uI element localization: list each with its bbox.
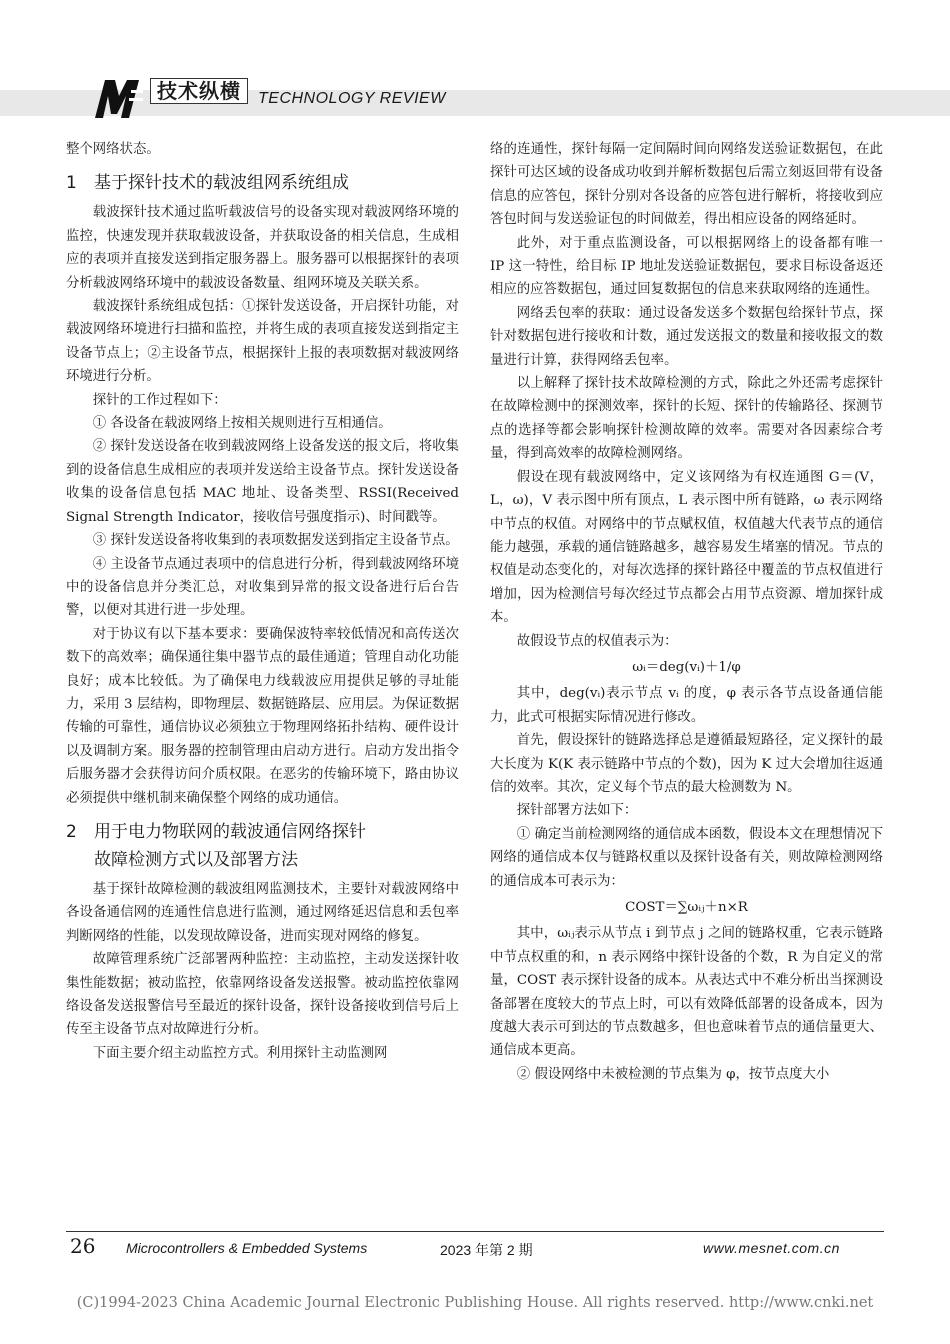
paragraph: 以上解释了探针技术故障检测的方式，除此之外还需考虑探针在故障检测中的探测效率，探针的长短、探针的传输路径、探测节点的选择等都会影响探针检测故障的效率。需要对各因素综合考量，得到高效率的故障检测网络。: [490, 376, 883, 462]
paragraph: 载波探针系统组成包括：①探针发送设备，开启探针功能，对载波网络环境进行扫描和监控，并将生成的表项直接发送到指定主设备节点上；②主设备节点，根据探针上报的表项数据对载波网络环境进行分析。: [66, 299, 459, 385]
journal-name: Microcontrollers & Embedded Systems: [126, 1240, 368, 1256]
paragraph: 下面主要介绍主动监控方式。利用探针主动监测网: [92, 1045, 388, 1061]
paragraph: 此外，对于重点监测设备，可以根据网络上的设备都有唯一 IP 这一特性，给目标 IP 地址发送验证数据包，要求目标设备返还相应的应答数据包，通过回复数据包的信息来获取网络的连通性。: [490, 235, 883, 298]
journal-url: www.mesnet.com.cn: [703, 1240, 840, 1256]
section-title-cn: 技术纵横: [150, 78, 248, 104]
list-item: ④ 主设备节点通过表项中的信息进行分析，得到载波网络环境中的设备信息并分类汇总，对收集到异常的报文设备进行后台告警，以便对其进行进一步处理。: [66, 556, 459, 619]
copyright-line: (C)1994-2023 China Academic Journal Electronic Publishing House. All rights reserved. http://www.cnki.net: [76, 1295, 874, 1311]
list-item: ③ 探针发送设备将收集到的表项数据发送到指定主设备节点。: [92, 533, 459, 549]
footer-rule: [66, 1231, 884, 1232]
right-column: [490, 138, 883, 1086]
list-item: ① 各设备在载波网络上按相关规则进行互相通信。: [92, 416, 392, 432]
section-heading-1: 1 基于探针技术的载波组网系统组成: [66, 173, 349, 194]
paragraph: 整个网络状态。: [66, 142, 160, 157]
paragraph: 其中，deg(vᵢ)表示节点 vᵢ 的度，φ 表示各节点设备通信能力，此式可根据实际情况进行修改。: [490, 686, 883, 725]
section-heading-2: 2 用于电力物联网的载波通信网络探针 故障检测方式以及部署方法: [66, 821, 366, 870]
paragraph: 假设在现有载波网络中，定义该网络为有权连通图 G＝(V，L，ω)，V 表示图中所有顶点，L 表示图中所有链路，ω 表示网络中节点的权值。对网络中的节点赋权值，权值越大代表节点的通信能力越强，承载的通信链路越多，越容易发生堵塞的情况。节点的权值是动态变化的，对每次选择的探针路径中覆盖的节点权值进行增加，因为检测信号每次经过节点都会占用节点资源、增加探针成本。: [490, 469, 883, 626]
left-column: [66, 138, 459, 1065]
list-item: ② 假设网络中未被检测的节点集为 φ，按节点度大小: [516, 1066, 830, 1082]
page-number: 26: [70, 1234, 96, 1258]
paragraph: 网络丢包率的获取：通过设备发送多个数据包给探针节点，探针对数据包进行接收和计数，通过发送报文的数量和接收报文的数量进行计算，获得网络丢包率。: [490, 305, 883, 368]
section-title-en: TECHNOLOGY REVIEW: [258, 90, 446, 107]
list-item: ② 探针发送设备在收到载波网络上设备发送的报文后，将收集到的设备信息生成相应的表项并发送给主设备节点。探针发送设备收集的设备信息包括 MAC 地址、设备类型、RSSI(Received Signal Strength Indicator，接收信号强度指示)、时间戳等。: [66, 439, 459, 525]
equation-weight: ωᵢ＝deg(vᵢ)＋1/φ: [632, 659, 741, 675]
paragraph: 络的连通性，探针每隔一定间隔时间向网络发送验证数据包，在此探针可达区域的设备成功收到并解析数据包后需立刻返回带有设备信息的应答包，探针分别对各设备的应答包进行解析，将接收到应答包时间与发送验证包的时间做差，得出相应设备的网络延时。: [490, 142, 883, 228]
paragraph: 探针部署方法如下：: [516, 803, 638, 819]
paragraph: 故假设节点的权值表示为：: [516, 633, 678, 649]
equation-cost: COST＝∑ωᵢⱼ＋n×R: [625, 900, 748, 915]
paragraph: 载波探针技术通过监听载波信号的设备实现对载波网络环境的监控，快速发现并获取载波设备，并获取设备的相关信息，生成相应的表项并直接发送到指定服务器上。服务器可以根据探针的表项分析载波网络环境中的载波设备数量、组网环境及关联关系。: [66, 205, 459, 291]
paragraph: 首先，假设探针的链路选择总是遵循最短路径，定义探针的最大长度为 K(K 表示链路中节点的个数)，因为 K 过大会增加往返通信的效率。其次，定义每个节点的最大检测数为 N。: [490, 733, 883, 795]
journal-logo-icon: [93, 76, 145, 120]
paragraph: 其中，ωᵢⱼ表示从节点 i 到节点 j 之间的链路权重，它表示链路中节点权重的和，n 表示网络中探针设备的个数，R 为自定义的常量，COST 表示探针设备的成本。从表达式中不难分析出当探测设备部署在度较大的节点上时，可以有效降低部署的设备成本，因为度越大表示可到达的节点数越多，但也意味着节点的通信量更大、通信成本更高。: [490, 926, 883, 1059]
list-item: ① 确定当前检测网络的通信成本函数，假设本文在理想情况下网络的通信成本仅与链路权重以及探针设备有关，则故障检测网络的通信成本可表示为：: [490, 826, 883, 889]
issue-label: 2023 年第 2 期: [440, 1242, 533, 1258]
paragraph: 探针的工作过程如下：: [92, 392, 227, 408]
paragraph: 故障管理系统广泛部署两种监控：主动监控，主动发送探针收集性能数据；被动监控，依靠网络设备发送报警。被动监控依靠网络设备发送报警信号至最近的探针设备，探针设备接收到信号后上传至主设备节点对故障进行分析。: [66, 952, 459, 1038]
paragraph: 对于协议有以下基本要求：要确保波特率较低情况和高传送次数下的高效率；确保通往集中器节点的最佳通道；管理自动化功能良好；成本比较低。为了确保电力线载波应用提供足够的寻址能力，采用 3 层结构，即物理层、数据链路层、应用层。为保证数据传输的可靠性，通信协议必须独立于物理网络拓扑结构、硬件设计以及调制方案。服务器的控制管理由启动方进行。启动方发出指令后服务器才会获得访问介质权限。在恶劣的传输环境下，路由协议必须提供中继机制来确保整个网络的成功通信。: [66, 626, 459, 806]
paragraph: 基于探针故障检测的载波组网监测技术，主要针对载波网络中各设备通信网的连通性信息进行监测，通过网络延迟信息和丢包率判断网络的性能，以发现故障设备，进而实现对网络的修复。: [66, 881, 459, 944]
